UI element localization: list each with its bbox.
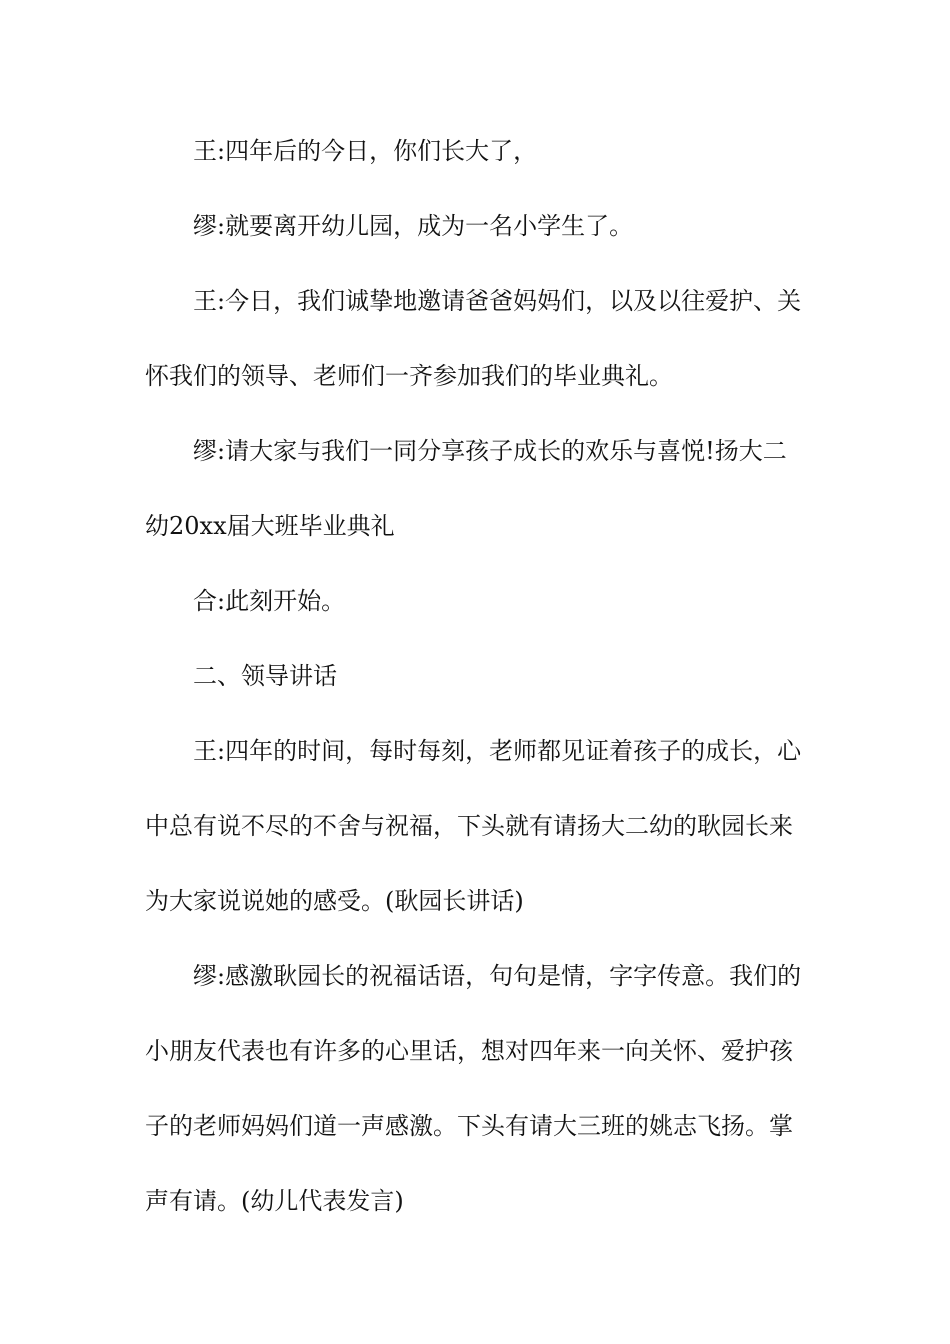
section-heading: 二、领导讲话 xyxy=(193,662,337,690)
text-line: 王:今日，我们诚挚地邀请爸爸妈妈们，以及以往爱护、关 xyxy=(193,287,802,315)
text-line: 为大家说说她的感受。(耿园长讲话) xyxy=(145,887,524,915)
text-line: 缪:感激耿园长的祝福话语，句句是情，字字传意。我们的 xyxy=(193,962,802,990)
text-line: 缪:就要离开幼儿园，成为一名小学生了。 xyxy=(193,212,634,240)
text-line: 中总有说不尽的不舍与祝福，下头就有请扬大二幼的耿园长来 xyxy=(145,812,793,840)
text-line: 子的老师妈妈们道一声感激。下头有请大三班的姚志飞扬。掌 xyxy=(145,1112,793,1140)
text-line: 声有请。(幼儿代表发言) xyxy=(145,1187,404,1215)
text-line: 王:四年的时间，每时每刻，老师都见证着孩子的成长，心 xyxy=(193,737,802,765)
text-line: 小朋友代表也有许多的心里话，想对四年来一向关怀、爱护孩 xyxy=(145,1037,793,1065)
text-line: 王:四年后的今日，你们长大了， xyxy=(193,137,538,165)
text-line: 幼20xx届大班毕业典礼 xyxy=(145,512,395,540)
text-line: 合:此刻开始。 xyxy=(193,587,346,615)
text-line: 怀我们的领导、老师们一齐参加我们的毕业典礼。 xyxy=(145,362,673,390)
text-line: 缪:请大家与我们一同分享孩子成长的欢乐与喜悦!扬大二 xyxy=(193,437,787,465)
